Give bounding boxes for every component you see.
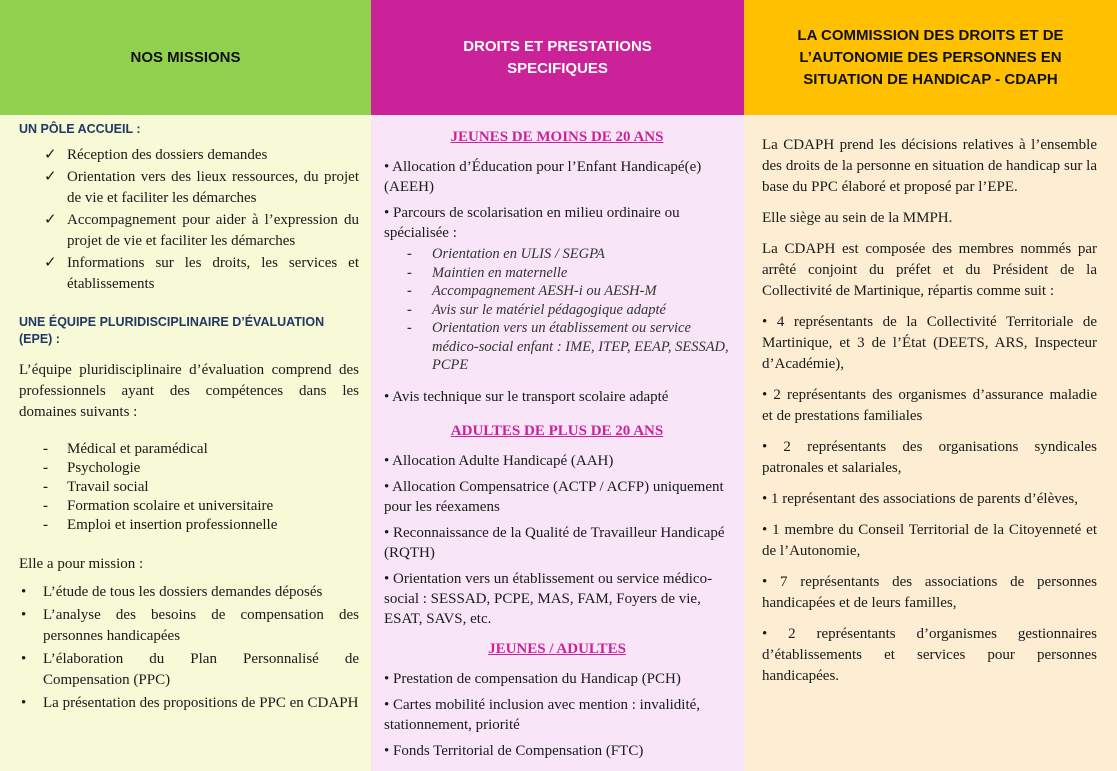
cdaph-paragraph: La CDAPH prend les décisions relatives à l’ensemble des droits de la personne en situation de handicap sur la base du PPC élaboré et proposé par l’EPE. — [762, 137, 1097, 195]
dash-icon: - — [43, 441, 48, 457]
adultes-title: ADULTES DE PLUS DE 20 ANS — [450, 422, 664, 439]
header-droits-prestations: DROITS ET PRESTATIONS SPECIFIQUES — [371, 0, 744, 115]
dash-icon: - — [407, 320, 412, 336]
epe-title: UNE ÉQUIPE PLURIDISCIPLINAIRE D’ÉVALUATION (EPE) : — [19, 315, 325, 346]
dash-icon: - — [43, 498, 48, 514]
dash-icon: - — [407, 246, 412, 262]
header-cdaph: LA COMMISSION DES DROITS ET DE L’AUTONOMIE DES PERSONNES EN SITUATION DE HANDICAP - CDAPH — [744, 0, 1117, 115]
cdaph-member-item: • 1 membre du Conseil Territorial de la Citoyenneté et de l’Autonomie, — [762, 522, 1097, 559]
list-item: - Maintien en maternelle — [407, 264, 568, 281]
checkmark-icon: ✓ — [44, 147, 57, 163]
dash-icon: - — [407, 264, 412, 281]
header-nos-missions: NOS MISSIONS — [0, 0, 371, 115]
dash-icon: - — [43, 460, 48, 476]
column-nos-missions — [0, 0, 371, 771]
list-item: - Avis sur le matériel pédagogique adapté — [407, 301, 666, 318]
list-item: - Accompagnement AESH-i ou AESH-M — [407, 283, 657, 299]
bullet-icon: • — [21, 584, 27, 600]
list-item: - Médical et paramédical — [43, 441, 208, 457]
jeunes-item-aeeh: • Allocation d’Éducation pour l’Enfant Handicapé(e) (AEEH) — [384, 159, 702, 195]
list-item: • L’élaboration du Plan Personnalisé de Compensation (PPC) — [21, 651, 359, 688]
list-item: - Psychologie — [43, 460, 141, 476]
cdaph-member-item: • 1 représentant des associations de parents d’élèves, — [762, 491, 1078, 507]
epe-intro: L’équipe pluridisciplinaire d’évaluation comprend des professionnels ayant des compétences dans les domaines suivants : — [19, 362, 359, 420]
dash-icon: - — [43, 517, 48, 533]
checkmark-icon: ✓ — [44, 255, 57, 271]
list-item: - Orientation en ULIS / SEGPA — [407, 246, 605, 262]
cdaph-paragraph: La CDAPH est composée des membres nommés par arrêté conjoint du préfet et du Président de la Collectivité de Martinique, répartis comme suit : — [762, 241, 1097, 299]
bullet-icon: • — [21, 651, 27, 667]
column-cdaph — [744, 0, 1117, 771]
epe-domain-list — [19, 440, 359, 535]
cdaph-member-item: • 4 représentants de la Collectivité Territoriale de Martinique, et 3 de l’État (DEETS, ARS, Inspecteur d’Académie), — [762, 314, 1097, 372]
column-droits-prestations — [371, 0, 744, 771]
jeunes-title: JEUNES DE MOINS DE 20 ANS — [450, 129, 664, 145]
checkmark-icon: ✓ — [44, 212, 57, 228]
cdaph-body — [744, 115, 1117, 771]
dash-icon: - — [407, 301, 412, 318]
list-item: - Emploi et insertion professionnelle — [43, 517, 278, 533]
dash-icon: - — [407, 283, 412, 299]
list-item: • L’analyse des besoins de compensation des personnes handicapées — [21, 607, 359, 644]
pole-accueil-title: UN PÔLE ACCUEIL : — [19, 122, 141, 136]
jeunes-adultes-item: • Cartes mobilité inclusion avec mention : invalidité, stationnement, priorité — [384, 696, 701, 733]
cdaph-member-item: • 2 représentants des organismes d’assurance maladie et de prestations familiales — [762, 387, 1097, 424]
jeunes-adultes-item: • Prestation de compensation du Handicap (PCH) — [384, 670, 681, 687]
mission-list — [19, 582, 359, 714]
cdaph-member-item: • 7 représentants des associations de personnes handicapées et de leurs familles, — [762, 574, 1097, 611]
list-item: - Travail social — [43, 479, 149, 495]
jeunes-item-scolarisation: • Parcours de scolarisation en milieu ordinaire ou spécialisée : — [384, 205, 680, 241]
pole-accueil-list — [19, 145, 359, 295]
jeunes-adultes-item: • Fonds Territorial de Compensation (FTC) — [384, 742, 644, 759]
list-item: ✓ Informations sur les droits, les services et établissements — [44, 255, 359, 292]
dash-icon: - — [43, 479, 48, 495]
bullet-icon: • — [21, 607, 27, 623]
droits-body — [371, 115, 744, 771]
adultes-item: • Allocation Compensatrice (ACTP / ACFP) uniquement pour les réexamens — [384, 478, 724, 515]
bullet-icon: • — [21, 695, 27, 711]
cdaph-member-item: • 2 représentants d’organismes gestionnaires d’établissements et services pour personnes handicapées. — [762, 626, 1097, 684]
list-item: - Formation scolaire et universitaire — [43, 498, 274, 514]
missions-body — [0, 115, 371, 771]
list-item: ✓ Réception des dossiers demandes — [19, 145, 359, 166]
jeunes-item-transport: • Avis technique sur le transport scolaire adapté — [384, 388, 669, 405]
list-item: ✓ Accompagnement pour aider à l’expression du projet de vie et faciliter les démarches — [44, 212, 359, 249]
adultes-item: • Reconnaissance de la Qualité de Travailleur Handicapé (RQTH) — [384, 524, 725, 561]
mission-intro: Elle a pour mission : — [19, 556, 144, 572]
jeunes-adultes-title: JEUNES / ADULTES — [488, 640, 626, 657]
cdaph-paragraph: Elle siège au sein de la MMPH. — [762, 210, 953, 226]
list-item: ✓ Orientation vers des lieux ressources, du projet de vie et faciliter les démarches — [44, 169, 359, 206]
list-item: • L’étude de tous les dossiers demandes déposés — [19, 582, 359, 603]
checkmark-icon: ✓ — [44, 169, 57, 185]
list-item: • La présentation des propositions de PPC en CDAPH — [19, 693, 359, 714]
cdaph-member-item: • 2 représentants des organisations syndicales patronales et salariales, — [762, 439, 1097, 476]
adultes-item: • Allocation Adulte Handicapé (AAH) — [384, 452, 614, 469]
scolarisation-sublist — [384, 245, 730, 375]
adultes-item: • Orientation vers un établissement ou service médico-social : SESSAD, PCPE, MAS, FAM, Foyers de vie, ESAT, SAVS, etc. — [384, 570, 713, 627]
list-item: - Orientation vers un établissement ou service médico-social enfant : IME, ITEP, EEAP, SESSAD, PCPE — [407, 320, 729, 373]
